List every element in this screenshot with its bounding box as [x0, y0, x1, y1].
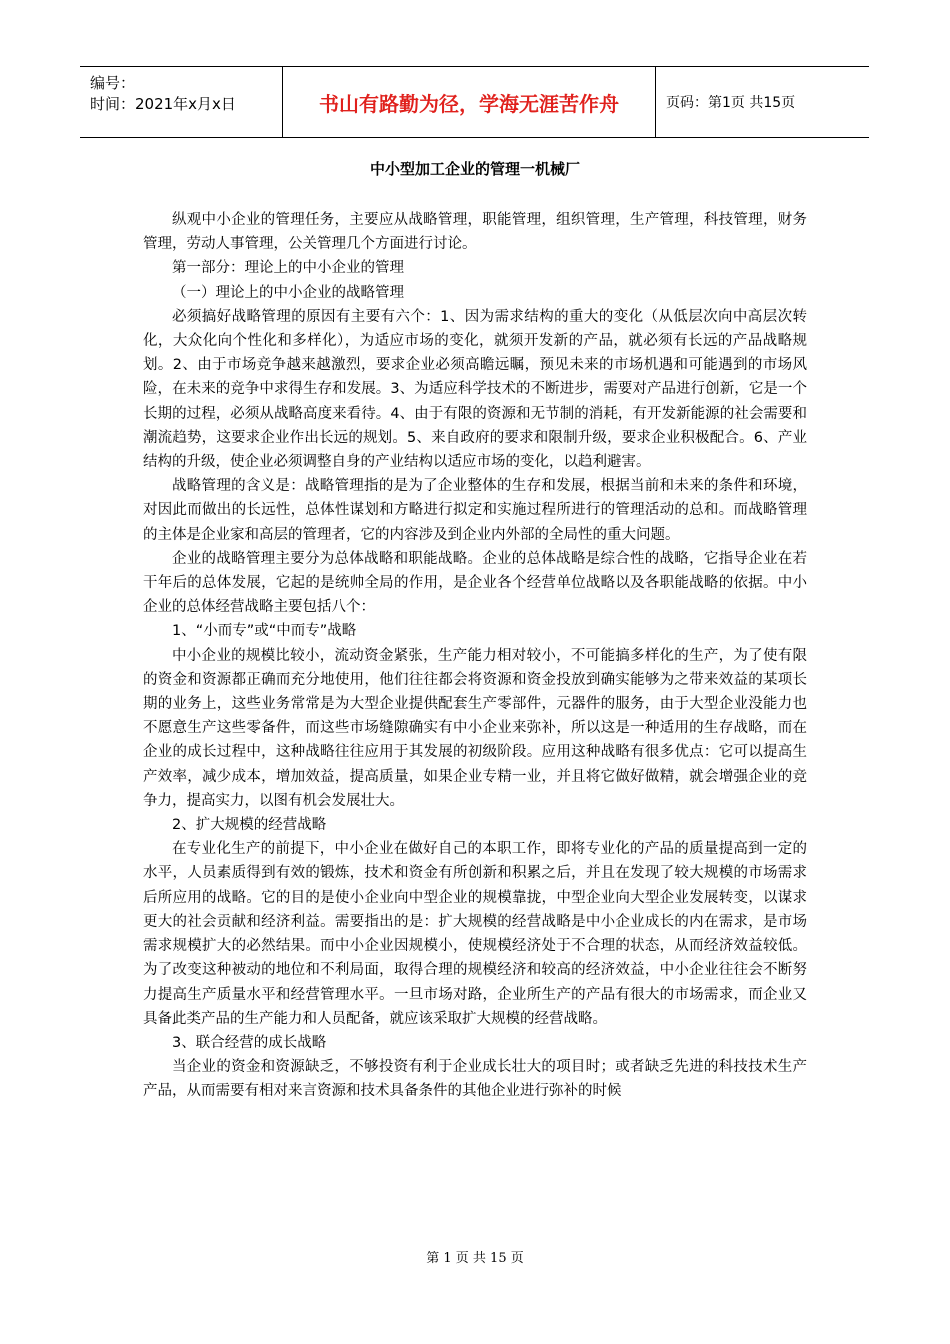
- header-motto: 书山有路勤为径，学海无涯苦作舟: [282, 67, 656, 137]
- page-footer: 第 1 页 共 15 页: [426, 1251, 524, 1266]
- paragraph: 企业的战略管理主要分为总体战略和职能战略。企业的总体战略是综合性的战略，它指导企业在若干年后的总体发展，它起的是统帅全局的作用，是企业各个经营单位战略以及各职能战略的依据。中小企业的总体经营战略主要包括八个：: [143, 550, 807, 616]
- paragraph: 必须搞好战略管理的原因有主要有六个：1、因为需求结构的重大的变化（从低层次向中高层次转化，大众化向个性化和多样化），为适应市场的变化，就须开发新的产品，就必须有长远的产品战略规划。2、由于市场竞争越来越激烈，要求企业必须高瞻远瞩，预见未来的市场机遇和可能遇到的市场风险，在未来的竞争中求得生存和发展。3、为适应科学技术的不断进步，需要对产品进行创新，它是一个长期的过程，必须从战略高度来看待。4、由于有限的资源和无节制的消耗，有开发新能源的社会需要和潮流趋势，这要求企业作出长远的规划。5、来自政府的要求和限制升级，要求企业积极配合。6、产业结构的升级，使企业必须调整自身的产业结构以适应市场的变化，以趋利避害。: [143, 308, 807, 471]
- header-meta: [80, 67, 282, 137]
- document-body: [143, 208, 807, 1104]
- paragraph: 在专业化生产的前提下，中小企业在做好自己的本职工作，即将专业化的产品的质量提高到一定的水平，人员素质得到有效的锻炼，技术和资金有所创新和积累之后，并且在发现了较大规模的市场需求后所应用的战略。它的目的是使小企业向中型企业的规模靠拢，中型企业向大型企业发展转变，以谋求更大的社会贡献和经济利益。需要指出的是：扩大规模的经营战略是中小企业成长的内在需求，是市场需求规模扩大的必然结果。而中小企业因规模小，使规模经济处于不合理的状态，从而经济效益较低。为了改变这种被动的地位和不利局面，取得合理的规模经济和较高的经济效益，中小企业往往会不断努力提高生产质量水平和经营管理水平。一旦市场对路，企业所生产的产品有很大的市场需求，而企业又具备此类产品的生产能力和人员配备，就应该采取扩大规模的经营战略。: [143, 841, 807, 1027]
- paragraph: 纵观中小企业的管理任务，主要应从战略管理，职能管理，组织管理，生产管理，科技管理，财务管理，劳动人事管理，公关管理几个方面进行讨论。: [143, 212, 807, 253]
- item-heading: 1、“小而专”或“中而专”战略: [172, 623, 357, 640]
- header-page-info: 页码：第1页 共15页: [666, 95, 796, 111]
- section-heading: 第一部分：理论上的中小企业的管理: [172, 260, 404, 277]
- date-label: 时间：2021年x月x日: [90, 95, 236, 113]
- subsection-heading: （一）理论上的中小企业的战略管理: [172, 284, 404, 301]
- paragraph: 战略管理的含义是：战略管理指的是为了企业整体的生存和发展，根据当前和未来的条件和环境，对因此而做出的长远性，总体性谋划和方略进行拟定和实施过程所进行的管理活动的总和。而战略管理的主体是企业家和高层的管理者，它的内容涉及到企业内外部的全局性的重大问题。: [143, 478, 807, 543]
- paragraph: 当企业的资金和资源缺乏，不够投资有利于企业成长壮大的项目时；或者缺乏先进的科技技术生产产品，从而需要有相对来言资源和技术具备条件的其他企业进行弥补的时候: [143, 1059, 807, 1100]
- page-header: [80, 66, 869, 138]
- item-heading: 3、联合经营的成长战略: [172, 1034, 327, 1051]
- document-title: 中小型加工企业的管理一机械厂: [369, 160, 580, 178]
- paragraph: 中小企业的规模比较小，流动资金紧张，生产能力相对较小，不可能搞多样化的生产，为了使有限的资金和资源都正确而充分地使用，他们往往都会将资源和资金投放到确实能够为之带来效益的某项长期的业务上，这些业务常常是为大型企业提供配套生产零部件，元器件的服务，由于大型企业没能力也不愿意生产这些零备件，而这些市场缝隙确实有中小企业来弥补，所以这是一种适用的生存战略，而在企业的成长过程中，这种战略往往应用于其发展的初级阶段。应用这种战略有很多优点：它可以提高生产效率，减少成本，增加效益，提高质量，如果企业专精一业，并且将它做好做精，就会增强企业的竞争力，提高实力，以图有机会发展壮大。: [143, 647, 807, 809]
- serial-number-label: 编号：: [90, 74, 136, 92]
- item-heading: 2、扩大规模的经营战略: [172, 817, 327, 834]
